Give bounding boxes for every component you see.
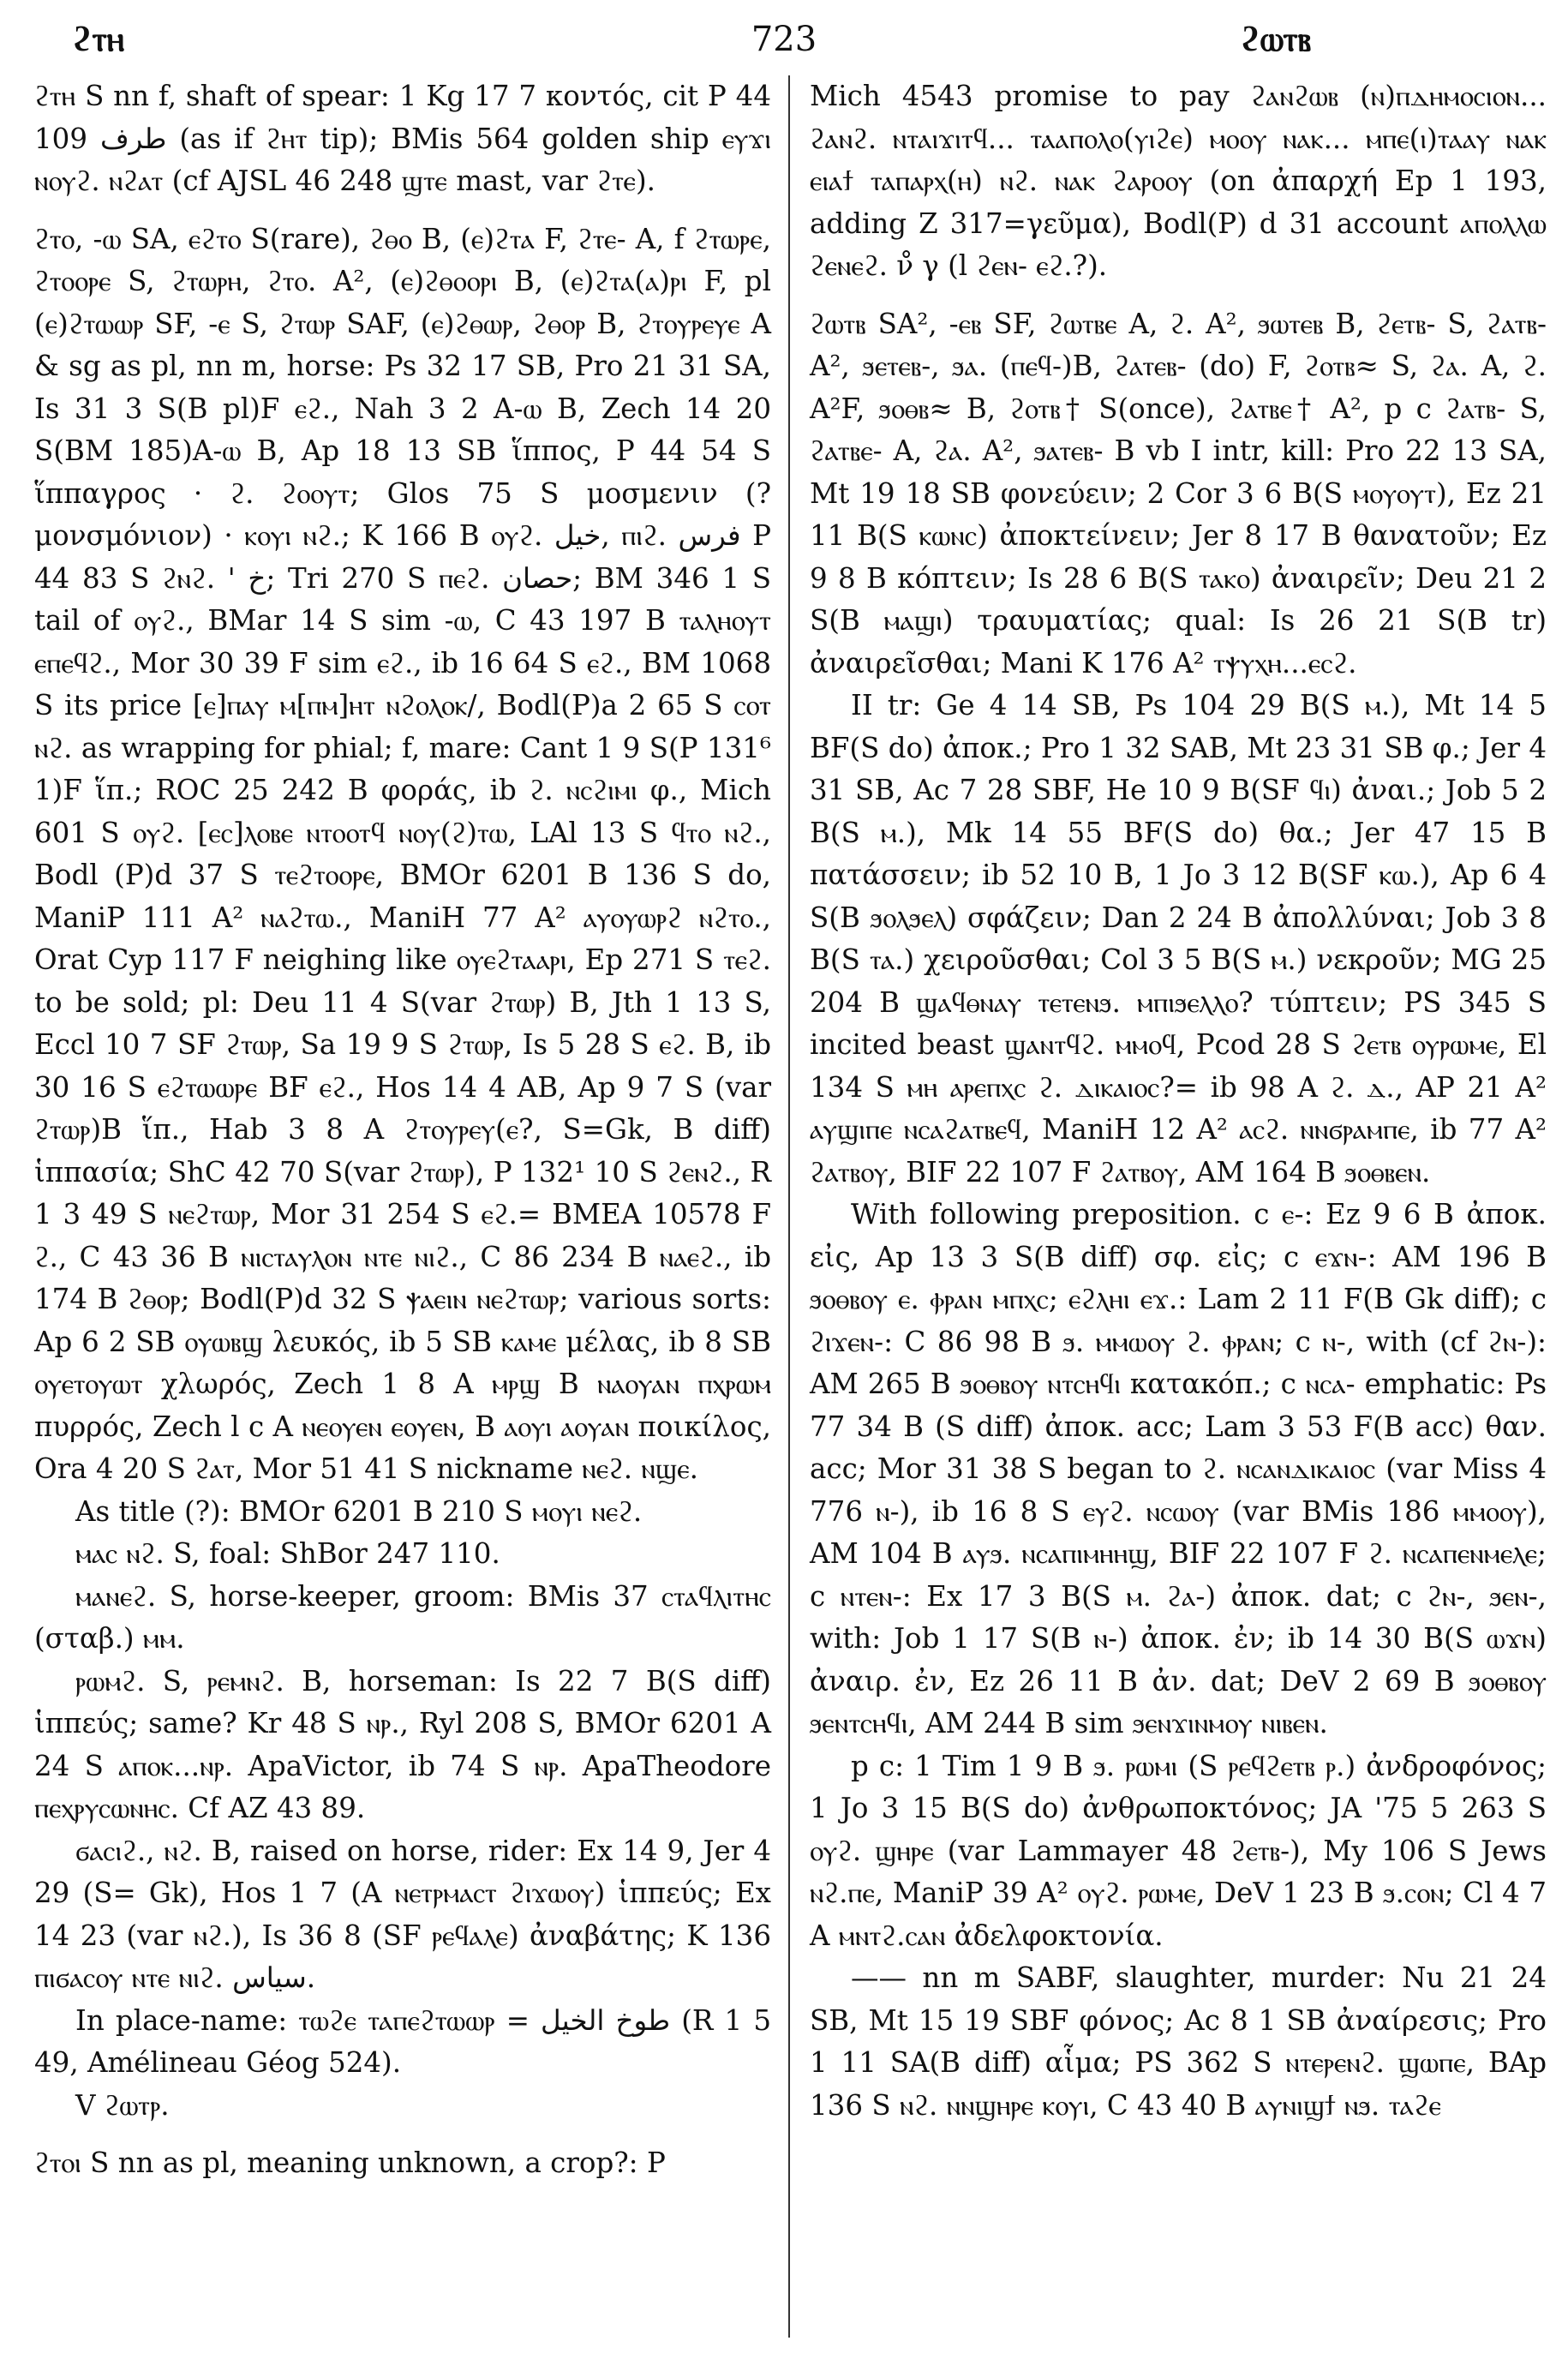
subentry-transitive: II tr: Ge 4 14 SB, Ps 104 29 B(S ⲙ.), Mt 14 5 BF(S do) ἀποκ.; Pro 1 32 SAB, Mt 23 31 SB φ.; Jer 4 31 SB, Ac 7 28 SBF, He 10 9 B(SF ϥⲓ) ἀναι.; Job 5 2 B(S ⲙ.), Mk 14 55 BF(S do) θα.; Jer 47 15 B πατάσσειν; ib 52 10 B, 1 Jo 3 12 B(SF ⲕⲱ.), Ap 6 4 S(B ϧⲟⲗϧⲉⲗ) σφάζειν; Dan 2 24 B ἀπολλύναι; Job 3 8 B(S ⲧⲁ.) χειροῦσθαι; Col 3 5 B(S ⲙ.) νεκροῦν; MG 25 204 B ϣⲁϥⲑⲛⲁⲩ ⲧⲉⲧⲉⲛϧ. ⲙⲡⲓϧⲉⲗⲗⲟ? τύπτειν; PS 345 S incited beast ϣⲁⲛⲧϥϩ. ⲙⲙⲟϥ, Pcod 28 S ϩⲉⲧⲃ ⲟⲩⲣⲱⲙⲉ, El 134 S ⲙⲏ ⲁⲣⲉⲡⲭⲥ ϩ. ⲇⲓⲕⲁⲓⲟⲥ?= ib 98 A ϩ. ⲇ., AP 21 A² ⲁⲩϣⲓⲡⲉ ⲛⲥⲁϩⲁⲧⲃⲉϥ, ManiH 12 A² ⲁⲥϩ. ⲛⲛϭⲣⲁⲙⲡⲉ, ib 77 A² ϩⲁⲧⲃⲟⲩ, BIF 22 107 F ϩⲁⲧⲃⲟⲩ, AM 164 B ϧⲟⲑⲃⲉⲛ. bbox=[810, 689, 1547, 1188]
column-divider bbox=[788, 75, 790, 2338]
entry-hto: ϩⲧⲟ, -ⲱ SA, ⲉϩⲧⲟ S(rare), ϩⲑⲟ B, (ⲉ)ϩⲧⲁ F, ϩⲧⲉ- A, f ϩⲧⲱⲣⲉ, ϩⲧⲟⲟⲣⲉ S, ϩⲧⲱⲣⲏ, ϩⲧⲟ. A², (ⲉ)ϩⲑⲟⲟⲣⲓ B, (ⲉ)ϩⲧⲁ(ⲁ)ⲣⲓ F, pl (ⲉ)ϩⲧⲱⲱⲣ SF, -ⲉ S, ϩⲧⲱⲣ SAF, (ⲉ)ϩⲑⲱⲣ, ϩⲑⲟⲣ B, ϩⲧⲟⲩⲣⲉⲩⲉ A & sg as pl, nn m, horse: Ps 32 17 SB, Pro 21 31 SA, Is 31 3 S(B pl)F ⲉϩ., Nah 3 2 A-ⲱ B, Zech 14 20 S(BM 185)A-ⲱ B, Ap 18 13 SB ἵππος, P 44 54 S ἵππαγρος · ϩ. ϩⲟⲟⲩⲧ; Glos 75 S μοσμενιν (? μονσμόνιον) · ⲕⲟⲩⲓ ⲛϩ.; K 166 B ⲟⲩϩ. خيل, ⲡⲓϩ. فرس P 44 83 S ϩⲛϩ. ' خ; Tri 270 S ⲡⲉϩ. حصان; BM 346 1 S tail of ⲟⲩϩ., BMar 14 S sim -ⲱ, C 43 197 B ⲧⲁⲗⲏⲟⲩⲧ ⲉⲡⲉϥϩ., Mor 30 39 F sim ⲉϩ., ib 16 64 S ⲉϩ., BM 1068 S its price [ⲉ]ⲡⲁⲩ ⲙ[ⲡⲙ]ⲏⲧ ⲛϩⲟⲗⲟⲕ/, Bodl(P)a 2 65 S ⲥⲟⲧ ⲛϩ. as wrapping for phial; f, mare: Cant 1 9 S(P 131⁶ 1)F ἵπ.; ROC 25 242 B φοράς, ib ϩ. ⲛⲥϩⲓⲙⲓ φ., Mich 601 S ⲟⲩϩ. [ⲉⲥ]ⲗⲟⲃⲉ ⲛⲧⲟⲟⲧϥ ⲛⲟⲩ(ϩ)ⲧⲱ, LAl 13 S ϥⲧⲟ ⲛϩ., Bodl (P)d 37 S ⲧⲉϩⲧⲟⲟⲣⲉ, BMOr 6201 B 136 S do, ManiP 111 A² ⲛⲁϩⲧⲱ., ManiH 77 A² ⲁⲩⲟⲩⲱⲣϩ ⲛϩⲧⲟ., Orat Cyp 117 F neighing like ⲟⲩⲉϩⲧⲁⲁⲣⲓ, Ep 271 S ⲧⲉϩ. to be sold; pl: Deu 11 4 S(var ϩⲧⲱⲣ) B, Jth 1 13 S, Eccl 10 7 SF ϩⲧⲱⲣ, Sa 19 9 S ϩⲧⲱⲣ, Is 5 28 S ⲉϩ. B, ib 30 16 S ⲉϩⲧⲱⲱⲣⲉ BF ⲉϩ., Hos 14 4 AB, Ap 9 7 S (var ϩⲧⲱⲣ)B ἵπ., Hab 3 8 A ϩⲧⲟⲩⲣⲉⲩ(ⲉ?, S=Gk, B diff) ἱππασία; ShC 42 70 S(var ϩⲧⲱⲣ), P 132¹ 10 S ϩⲉⲛϩ., R 1 3 49 S ⲛⲉϩⲧⲱⲣ, Mor 31 254 S ⲉϩ.= BMEA 10578 F ϩ., C 43 36 B ⲛⲓⲥⲧⲁⲩⲗⲟⲛ ⲛⲧⲉ ⲛⲓϩ., C 86 234 B ⲛⲁⲉϩ., ib 174 B ϩⲑⲟⲣ; Bodl(P)d 32 S ⲯⲁⲉⲓⲛ ⲛⲉϩⲧⲱⲣ; various sorts: Ap 6 2 SB ⲟⲩⲱⲃϣ λευκός, ib 5 SB ⲕⲁⲙⲉ μέλας, ib 8 SB ⲟⲩⲉⲧⲟⲩⲱⲧ χλωρός, Zech 1 8 A ⲙⲣϣ B ⲛⲁⲟⲩⲁⲛ ⲡⲭⲣⲱⲙ πυρρός, Zech l c A ⲛⲉⲟⲩⲉⲛ ⲉⲟⲩⲉⲛ, B ⲁⲟⲩⲓ ⲁⲟⲩⲁⲛ ποικίλος, Ora 4 20 S ϩⲁⲧ, Mor 51 41 S nickname ⲛⲉϩ. ⲛϣⲉ. bbox=[34, 222, 771, 1485]
entry-hotb: ϩⲱⲧⲃ SA², -ⲉⲃ SF, ϩⲱⲧⲃⲉ A, ϩ. A², ϧⲱⲧⲉⲃ B, ϩⲉⲧⲃ- S, ϩⲁⲧⲃ- A², ϧⲉⲧⲉⲃ-, ϧⲁ. (ⲡⲉϥ-)B, ϩⲁⲧⲉⲃ- (do) F, ϩⲟⲧⲃ≈ S, ϩⲁ. A, ϩ. A²F, ϧⲟⲑⲃ≈ B, ϩⲟⲧⲃ† S(once), ϩⲁⲧⲃⲉ† A², p c ϩⲁⲧⲃ- S, ϩⲁⲧⲃⲉ- A, ϩⲁ. A², ϧⲁⲧⲉⲃ- B vb I intr, kill: Pro 22 13 SA, Mt 19 18 SB φονεύειν; 2 Cor 3 6 B(S ⲙⲟⲩⲟⲩⲧ), Ez 21 11 B(S ⲕⲱⲛⲥ) ἀποκτείνειν; Jer 8 17 B θανατοῦν; Ez 9 8 B κόπτειν; Is 28 6 B(S ⲧⲁⲕⲟ) ἀναιρεῖν; Deu 21 2 S(B ⲙⲁϣⲓ) τραυματίας; qual: Is 26 21 S(B tr) ἀναιρεῖσθαι; Mani K 176 A² ⲧⲯⲩⲭⲏ...ⲉⲥϩ. bbox=[810, 307, 1547, 680]
subentry-horseman: ⲣⲱⲙϩ. S, ⲣⲉⲙⲛϩ. B, horseman: Is 22 7 B(S diff) ἱππεύς; same? Kr 48 S ⲛⲣ., Ryl 208 S, BMOr 6201 A 24 S ⲁⲡⲟⲕ...ⲛⲣ. ApaVictor, ib 74 S ⲛⲣ. ApaTheodore ⲡⲉⲭⲣⲩⲥⲱⲛⲏⲥ. Cf AZ 43 89. bbox=[34, 1664, 771, 1824]
page-number: 723 bbox=[751, 20, 817, 59]
running-head-left: ϩⲧⲏ bbox=[72, 19, 125, 59]
subentry-place-name: In place-name: ⲧⲱϩⲉ ⲧⲁⲡⲉϩⲧⲱⲱⲣ = طوخ الخيل (R 1 5 49, Amélineau Géog 524). bbox=[34, 2003, 771, 2079]
cross-reference: V ϩⲱⲧⲣ. bbox=[75, 2088, 170, 2122]
entry-htoi: ϩⲧⲟⲓ S nn as pl, meaning unknown, a crop?: P bbox=[34, 2146, 666, 2179]
subentry-foal: ⲙⲁⲥ ⲛϩ. S, foal: ShBor 247 110. bbox=[75, 1537, 500, 1570]
right-column bbox=[810, 75, 1547, 2127]
continuation-paragraph: Mich 4543 promise to pay ϩⲁⲛϩⲱⲃ (ⲛ)ⲡⲇⲏⲙⲟⲥⲓⲟⲛ... ϩⲁⲛϩ. ⲛⲧⲁⲓϫⲓⲧϥ... ⲧⲁⲁⲡⲟⲗⲟ(ⲩⲓϩⲉ) ⲙⲟⲟⲩ ⲛⲁⲕ... ⲙⲡⲉ(ⲓ)ⲧⲁⲁⲩ ⲛⲁⲕ ⲉⲓⲁϯ ⲧⲁⲡⲁⲣⲭ(ⲏ) ⲛϩ. ⲛⲁⲕ ϩⲁⲣⲟⲟⲩ (on ἀπαρχή Ep 1 193, adding Z 317=γεῦμα), Bodl(P) d 31 account ⲁⲡⲟⲗⲗⲱ ϩⲉⲛⲉϩ. ν̊ γ (l ϩⲉⲛ- ⲉϩ.?). bbox=[810, 80, 1547, 282]
subentry-noun-slaughter: —— nn m SABF, slaughter, murder: Nu 21 24 SB, Mt 15 19 SBF φόνος; Ac 8 1 SB ἀναίρεσις; Pro 1 11 SA(B diff) αἷμα; PS 362 S ⲛⲧⲉⲣⲉⲛϩ. ϣⲱⲡⲉ, BAp 136 S ⲛϩ. ⲛⲛϣⲏⲣⲉ ⲕⲟⲩⲓ, C 43 40 B ⲁⲩⲛⲓϣϯ ⲛϧ. ⲧⲁϩⲉ bbox=[810, 1961, 1547, 2122]
running-head-right: ϩⲱⲧⲃ bbox=[1240, 19, 1311, 59]
subentry-prepositions: With following preposition. c ⲉ-: Ez 9 6 B ἀποκ. εἰς, Ap 13 3 S(B diff) σφ. εἰς; c ⲉϫⲛ-: AM 196 B ϧⲟⲑⲃⲟⲩ ⲉ. ⲫⲣⲁⲛ ⲙⲡⲭⲥ; ⲉϩⲗⲏⲓ ⲉϫ.: Lam 2 11 F(B Gk diff); c ϩⲓϫⲉⲛ-: C 86 98 B ϧ. ⲙⲙⲱⲟⲩ ϩ. ⲫⲣⲁⲛ; c ⲛ-, with (cf ϩⲛ-): AM 265 B ϧⲟⲑⲃⲟⲩ ⲛⲧⲥⲏϥⲓ κατακόπ.; c ⲛⲥⲁ- emphatic: Ps 77 34 B (S diff) ἀποκ. acc; Lam 3 53 F(B acc) θαν. acc; Mor 31 38 S began to ϩ. ⲛⲥⲁⲛⲇⲓⲕⲁⲓⲟⲥ (var Miss 4 776 ⲛ-), ib 16 8 S ⲉⲩϩ. ⲛⲥⲱⲟⲩ (var BMis 186 ⲙⲙⲟⲟⲩ), AM 104 B ⲁⲩϧ. ⲛⲥⲁⲡⲓⲙⲏⲏϣ, BIF 22 107 F ϩ. ⲛⲥⲁⲡⲉⲛⲙⲉⲗⲉ; c ⲛⲧⲉⲛ-: Ex 17 3 B(S ⲙ. ϩⲁ-) ἀποκ. dat; c ϩⲛ-, ϧⲉⲛ-, with: Job 1 17 S(B ⲛ-) ἀποκ. ἐν; ib 14 30 B(S ⲱϫⲛ) ἀναιρ. ἐν, Ez 26 11 B ἀν. dat; DeV 2 69 B ϧⲟⲑⲃⲟⲩ ϧⲉⲛⲧⲥⲏϥⲓ, AM 244 B sim ϧⲉⲛϫⲓⲛⲙⲟⲩ ⲛⲓⲃⲉⲛ. bbox=[810, 1198, 1547, 1739]
entry-hte: ϩⲧⲏ S nn f, shaft of spear: 1 Kg 17 7 κοντός, cit P 44 109 طرف (as if ϩⲏⲧ tip); BMis 564 golden ship ⲉⲩϫⲓ ⲛⲟⲩϩ. ⲛϩⲁⲧ (cf AJSL 46 248 ϣⲧⲉ mast, var ϩⲧⲉ). bbox=[34, 80, 771, 197]
subentry-participle: p c: 1 Tim 1 9 B ϧ. ⲣⲱⲙⲓ (S ⲣⲉϥϩⲉⲧⲃ ⲣ.) ἀνδροφόνος; 1 Jo 3 15 B(S do) ἀνθρωποκτόνος; JA '75 5 263 S ⲟⲩϩ. ϣⲏⲣⲉ (var Lammayer 48 ϩⲉⲧⲃ-), My 106 S Jews ⲛϩ.ⲡⲉ, ManiP 39 A² ⲟⲩϩ. ⲣⲱⲙⲉ, DeV 1 23 B ϧ.ⲥⲟⲛ; Cl 4 7 A ⲙⲛⲧϩ.ⲥⲁⲛ ἀδελφοκτονία. bbox=[810, 1749, 1547, 1952]
left-column bbox=[34, 75, 771, 2185]
subentry-as-title: As title (?): BMOr 6201 B 210 S ⲙⲟⲩⲓ ⲛⲉϩ. bbox=[75, 1494, 643, 1528]
subentry-rider: ϭⲁⲥⲓϩ., ⲛϩ. B, raised on horse, rider: Ex 14 9, Jer 4 29 (S= Gk), Hos 1 7 (A ⲛⲉⲧⲣⲙⲁⲥⲧ ϩⲓϫⲱⲟⲩ) ἱππεύς; Ex 14 23 (var ⲛϩ.), Is 36 8 (SF ⲣⲉϥⲁⲗⲉ) ἀναβάτης; K 136 ⲡⲓϭⲁⲥⲟⲩ ⲛⲧⲉ ⲛⲓϩ. سياس. bbox=[34, 1834, 771, 1994]
subentry-groom: ⲙⲁⲛⲉϩ. S, horse-keeper, groom: BMis 37 ⲥⲧⲁϥⲗⲓⲧⲏⲥ (σταβ.) ⲙⲙ. bbox=[34, 1579, 771, 1655]
